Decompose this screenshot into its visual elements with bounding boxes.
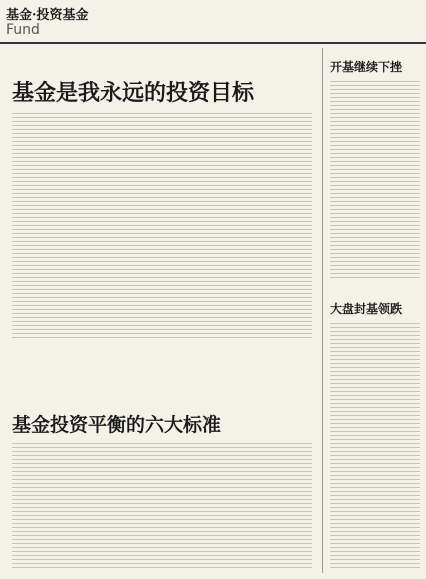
sidebar-title-bottom: 大盘封基领跌	[330, 302, 403, 316]
sidebar-title-top: 开基继续下挫	[330, 60, 403, 74]
column-divider	[322, 48, 323, 573]
main-headline: 基金是我永远的投资目标	[12, 80, 255, 106]
section-label: Fund	[6, 22, 40, 38]
lower-article-body	[12, 440, 312, 570]
sidebar-body-top	[330, 78, 420, 278]
section-brand: 基金·投资基金	[6, 8, 89, 23]
lower-headline: 基金投资平衡的六大标准	[12, 414, 222, 436]
main-article-body	[12, 110, 312, 340]
page-header	[0, 0, 426, 44]
sidebar-body-bottom	[330, 320, 420, 570]
